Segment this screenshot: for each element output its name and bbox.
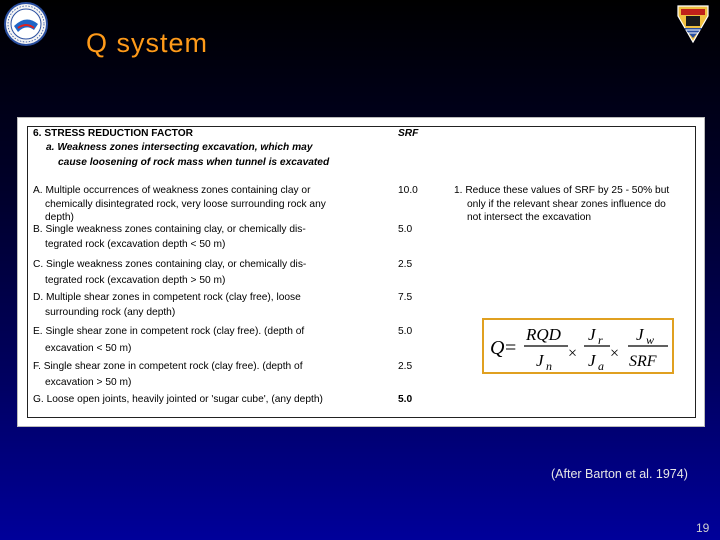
university-logo-icon [4,2,48,46]
formula-jw-sub: w [646,333,655,347]
formula-jn-base: J [536,351,544,370]
formula-jn-sub: n [546,359,552,372]
row-a-line-2: chemically disintegrated rock, very loose surrounding rock any [45,199,326,210]
formula-jr-sub: r [598,333,603,347]
formula-ja-sub: a [598,359,604,372]
formula-times-2: × [610,345,620,362]
row-e-line-2: excavation < 50 m) [45,343,132,354]
formula-q: Q [490,337,505,359]
table-subheading-line-2: cause loosening of rock mass when tunnel is excavated [58,157,330,168]
citation: (After Barton et al. 1974) [551,467,688,481]
row-d-line-2: surrounding rock (any depth) [45,307,176,318]
row-a-value: 10.0 [398,185,418,196]
table-subheading-line-1: a. Weakness zones intersecting excavation, which may [46,142,313,153]
row-b-line-2: tegrated rock (excavation depth < 50 m) [45,239,226,250]
row-g-value: 5.0 [398,394,413,405]
formula-equals: = [505,337,517,359]
row-b-value: 5.0 [398,224,413,235]
page-number: 19 [696,521,710,535]
row-f-line-2: excavation > 50 m) [45,377,132,388]
shield-logo-icon [672,2,714,44]
note-line-2: only if the relevant shear zones influence do [467,199,666,210]
formula-times-1: × [568,345,578,362]
slide-title: Q system [86,28,209,58]
srf-column-header: SRF [398,128,419,139]
row-e-value: 5.0 [398,326,413,337]
row-d-value: 7.5 [398,292,413,303]
note-line-1: 1. Reduce these values of SRF by 25 - 50% but [454,185,670,196]
note-line-3: not intersect the excavation [467,212,592,223]
row-c-line-2: tegrated rock (excavation depth > 50 m) [45,275,226,286]
formula-jr-base: J [588,325,596,344]
q-formula [482,318,674,374]
row-e-line-1: E. Single shear zone in competent rock (clay free). (depth of [33,326,305,337]
row-c-line-1: C. Single weakness zones containing clay, or chemically dis- [33,259,307,270]
formula-srf: SRF [629,353,657,370]
row-f-line-1: F. Single shear zone in competent rock (clay free). (depth of [33,361,303,372]
row-b-line-1: B. Single weakness zones containing clay, or chemically dis- [33,224,306,235]
row-f-value: 2.5 [398,361,413,372]
formula-jw-base: J [636,325,644,344]
formula-ja-base: J [588,351,596,370]
row-d-line-1: D. Multiple shear zones in competent rock (clay free), loose [33,292,301,303]
row-g-line-1: G. Loose open joints, heavily jointed or 'sugar cube', (any depth) [33,394,323,405]
table-heading: 6. STRESS REDUCTION FACTOR [33,128,193,139]
row-c-value: 2.5 [398,259,413,270]
row-a-line-3: depth) [45,212,74,223]
row-a-line-1: A. Multiple occurrences of weakness zones containing clay or [33,185,311,196]
formula-rqd: RQD [526,325,561,344]
